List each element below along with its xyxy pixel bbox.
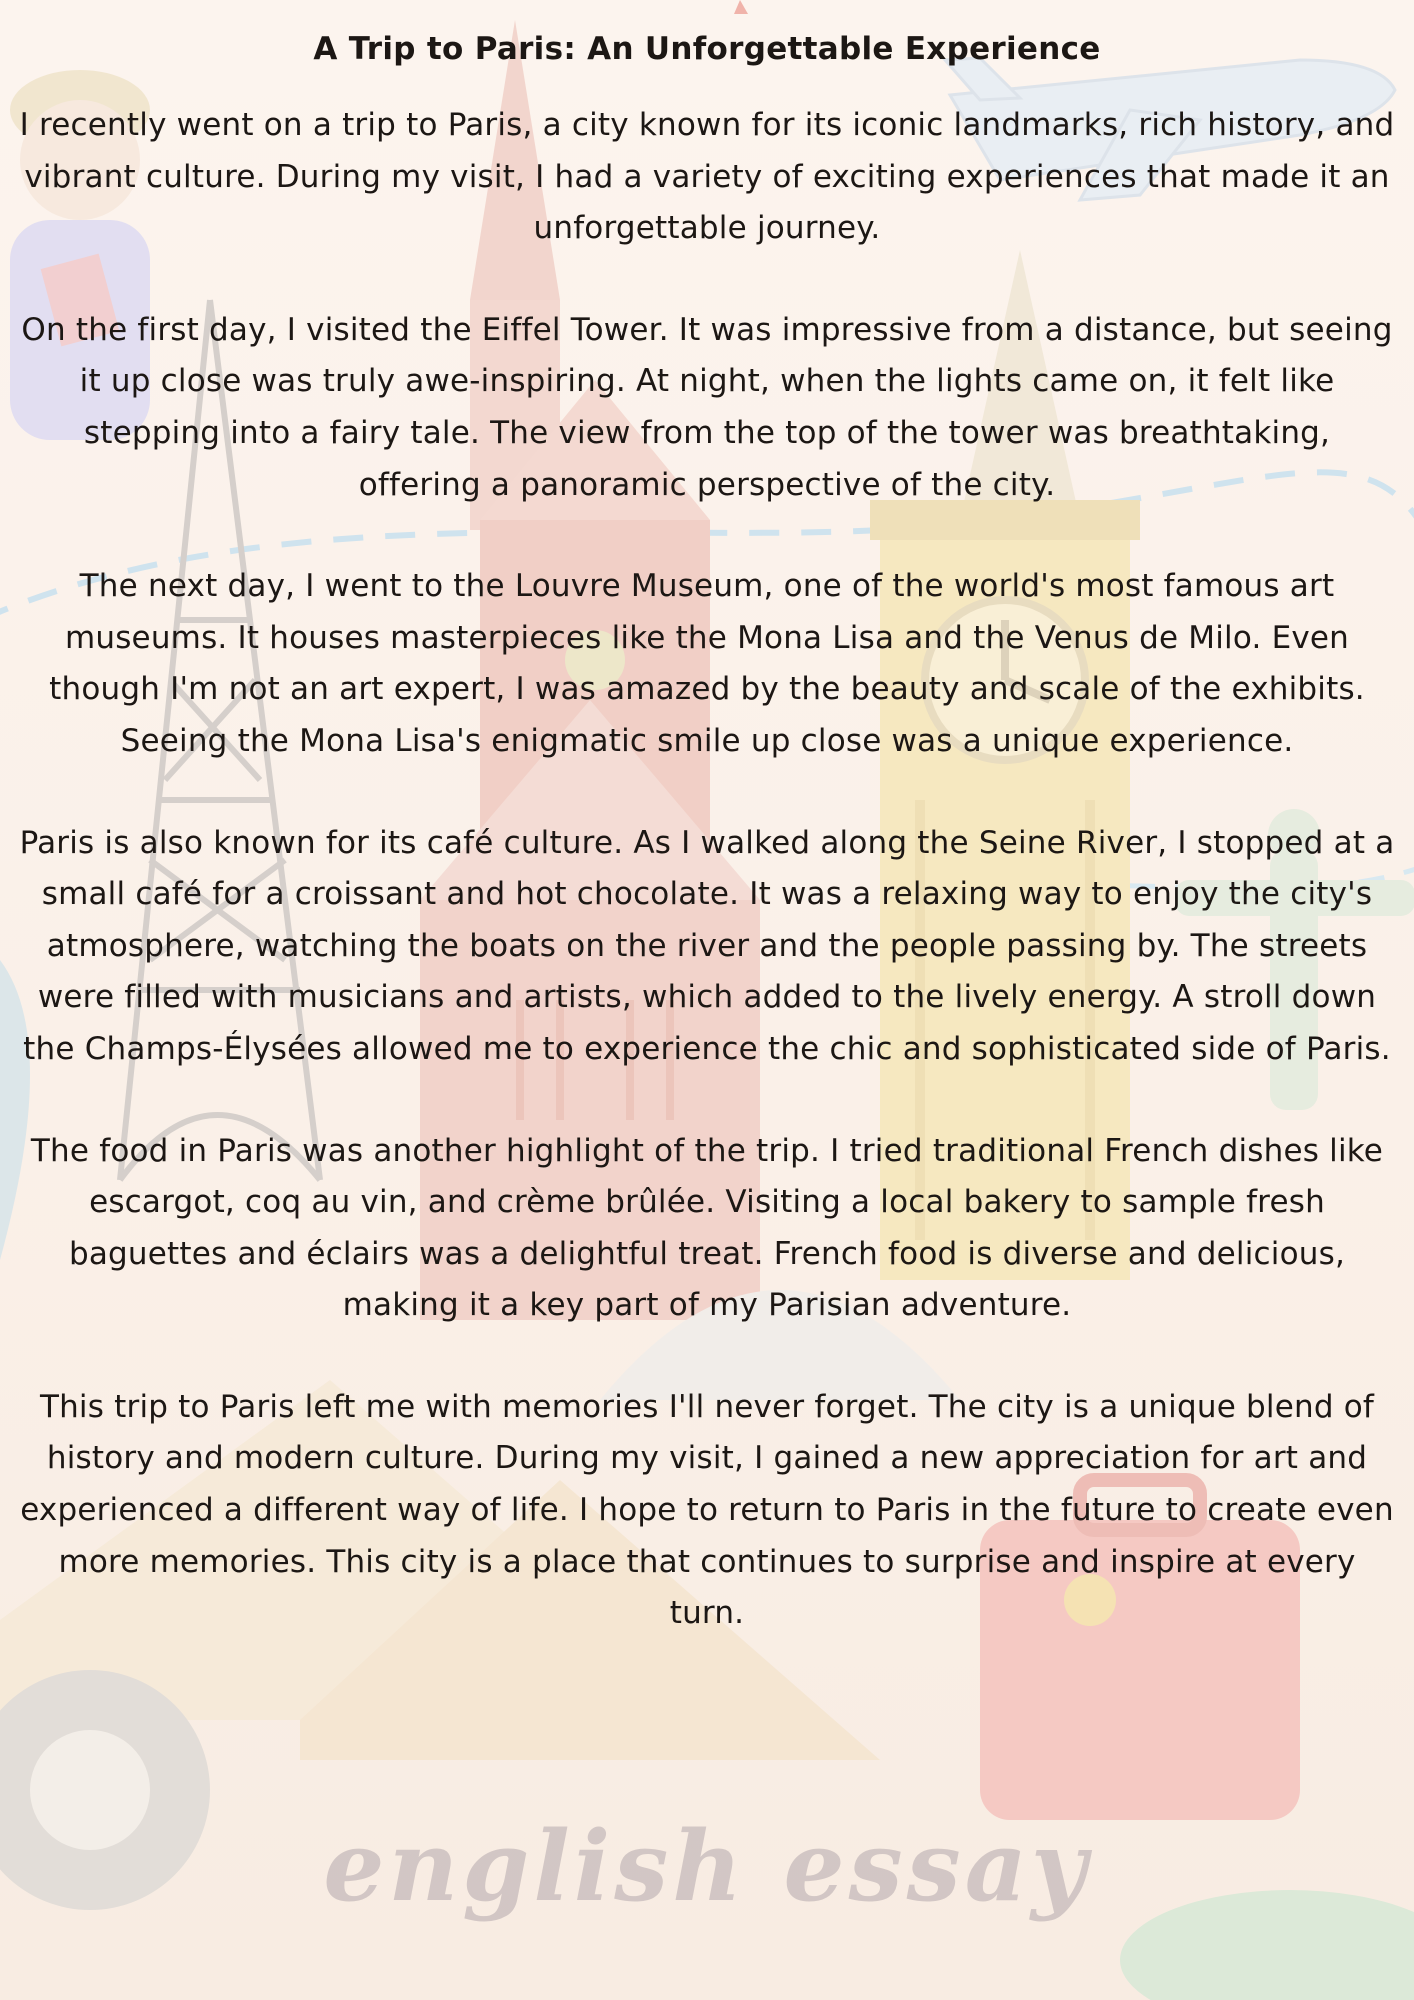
watermark: english essay	[323, 1810, 1091, 1923]
paragraph-3: The next day, I went to the Louvre Museum, one of the world's most famous art museums. It houses masterpieces like the Mona Lisa and the Venus de Milo. Even though I'm not an art expert, I was amazed by the beauty and scale of the exhibits. Seeing the Mona Lisa's enigmatic smile up close was a unique experience.	[49, 568, 1365, 759]
paragraph-1: I recently went on a trip to Paris, a city known for its iconic landmarks, rich history, and vibrant culture. During my visit, I had a variety of exciting experiences that made it an unforgettable journey.	[19, 107, 1395, 247]
paragraph-4: Paris is also known for its café culture. As I walked along the Seine River, I stopped at a small café for a croissant and hot chocolate. It was a relaxing way to enjoy the city's atmosphere, watching the boats on the river and the people passing by. The streets were filled with musicians and artists, which added to the lively energy. A stroll down the Champs-Élysées allowed me to experience the chic and sophisticated side of Paris.	[19, 824, 1395, 1067]
paragraph-6: This trip to Paris left me with memories I'll never forget. The city is a unique blend of history and modern culture. During my visit, I gained a new appreciation for art and experienced a different way of life. I hope to return to Paris in the future to create even more memories. This city is a place that continues to surprise and inspire at every turn.	[20, 1388, 1394, 1632]
paragraph-2: On the first day, I visited the Eiffel Tower. It was impressive from a distance, but seeing it up close was truly awe-inspiring. At night, when the lights came on, it felt like stepping into a fairy tale. The view from the top of the tower was breathtaking, offering a panoramic perspective of the city.	[21, 311, 1393, 503]
paragraph-5: The food in Paris was another highlight of the trip. I tried traditional French dishes like escargot, coq au vin, and crème brûlée. Visiting a local bakery to sample fresh baguettes and éclairs was a delightful treat. French food is diverse and delicious, making it a key part of my Parisian adventure.	[30, 1132, 1384, 1324]
star-icon	[734, 0, 748, 14]
page-title: A Trip to Paris: An Unforgettable Experience	[313, 31, 1101, 67]
essay-content	[18, 22, 1396, 1690]
